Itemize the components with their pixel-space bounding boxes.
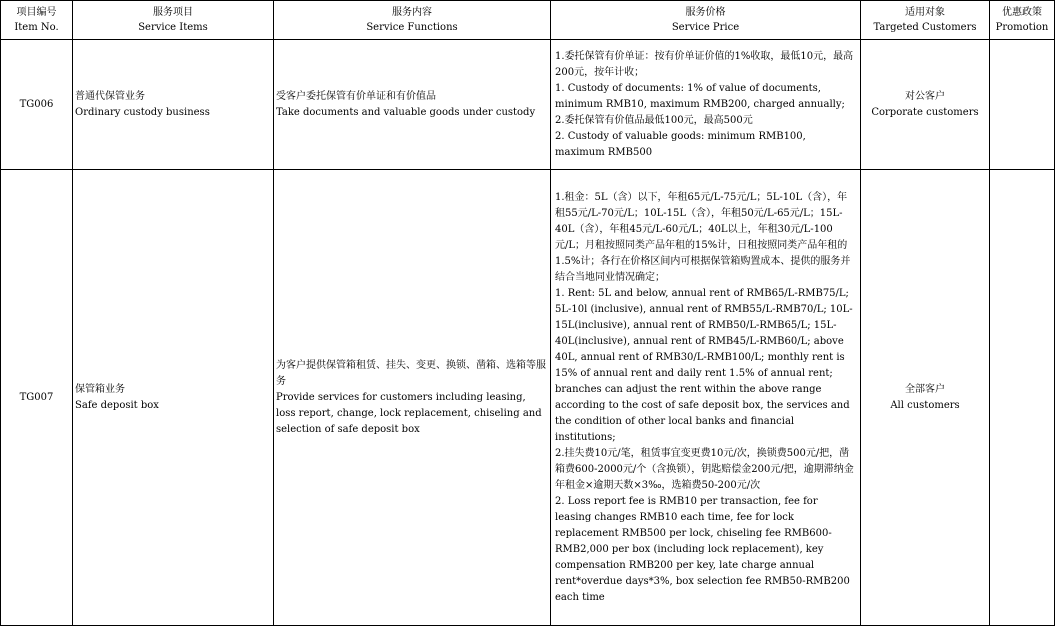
- service-functions-zh: 受客户委托保管有价单证和有价值品: [276, 90, 436, 102]
- header-targeted-customers-en: Targeted Customers: [873, 22, 977, 33]
- price-line: 1. Custody of documents: 1% of value of documents, minimum RMB10, maximum RMB200, charged annually;: [555, 82, 845, 110]
- targeted-customers-cell: [861, 170, 990, 626]
- header-service-functions-en: Service Functions: [366, 22, 458, 33]
- header-promotion-en: Promotion: [995, 22, 1049, 33]
- header-service-price-zh: 服务价格: [685, 7, 726, 18]
- service-item-en: Ordinary custody business: [75, 106, 210, 118]
- header-targeted-customers-zh: 适用对象: [905, 7, 945, 18]
- service-item-cell: [73, 40, 274, 170]
- targeted-customers-cell: [861, 40, 990, 170]
- price-line: 1.租金：5L（含）以下，年租65元/L-75元/L；5L-10L（含），年租55元/L-70元/L；10L-15L（含），年租50元/L-65元/L；15L-40L（含），年租45元/L-60元/L；40L以上，年租30元/L-100元/L；月租按照同类产品年租的15%计，日租按照同类产品年租的1.5%计；各行在价格区间内可根据保管箱购置成本、提供的服务并结合当地同业情况确定；: [555, 191, 851, 283]
- header-row: [1, 1, 1055, 40]
- header-targeted-customers: [861, 1, 990, 40]
- header-promotion: [990, 1, 1055, 40]
- service-item-zh: 普通代保管业务: [75, 90, 145, 102]
- targeted-customers-zh: 对公客户: [905, 90, 945, 102]
- price-line: 2.委托保管有价值品最低100元，最高500元: [555, 114, 753, 126]
- header-item-no-en: Item No.: [14, 22, 59, 33]
- targeted-customers-en: Corporate customers: [871, 106, 979, 118]
- table-row: [1, 40, 1055, 170]
- item-no-cell: TG007: [1, 170, 73, 626]
- price-line: 2.挂失费10元/笔，租赁事宜变更费10元/次，换锁费500元/把，凿箱费600-2000元/个（含换锁），钥匙赔偿金200元/把，逾期滞纳金年租金×逾期天数×3‰，选箱费50-200元/次: [555, 447, 854, 491]
- price-line: 2. Loss report fee is RMB10 per transaction, fee for leasing changes RMB10 each time, fee for lock replacement RMB500 per lock, chiseling fee RMB600-RMB2,000 per box (including lock replacement), key compensation RMB200 per key, late charge annual rent*overdue days*3%, box selection fee RMB50-RMB200 each time: [555, 495, 850, 603]
- service-functions-en: Provide services for customers including leasing, loss report, change, lock replacement, chiseling and selection of safe deposit box: [276, 391, 542, 435]
- header-item-no-zh: 项目编号: [16, 7, 57, 18]
- targeted-customers-en: All customers: [890, 399, 960, 411]
- header-service-items-zh: 服务项目: [153, 7, 193, 18]
- service-functions-cell: [274, 40, 551, 170]
- header-service-functions-zh: 服务内容: [392, 7, 432, 18]
- service-functions-zh: 为客户提供保管箱租赁、挂失、变更、换锁、凿箱、选箱等服务: [276, 359, 546, 387]
- header-service-price-en: Service Price: [671, 22, 740, 33]
- service-price-cell: [551, 170, 861, 626]
- service-item-en: Safe deposit box: [75, 399, 159, 411]
- header-promotion-zh: 优惠政策: [1002, 7, 1042, 18]
- price-line: 1. Rent: 5L and below, annual rent of RMB65/L-RMB75/L; 5L-10l (inclusive), annual rent of RMB55/L-RMB70/L; 10L-15L(inclusive), annual rent of RMB50/L-RMB65/L; 15L-40L(inclusive), annual rent of RMB45/L-RMB60/L; above 40L, annual rent of RMB30/L-RMB100/L; monthly rent is 15% of annual rent and daily rent 1.5% of annual rent; branches can adjust the rent within the above range according to the cost of safe deposit box, the services and the condition of other local banks and financial institutions;: [555, 287, 853, 443]
- table-row: [1, 170, 1055, 626]
- header-item-no: [1, 1, 73, 40]
- service-price-cell: [551, 40, 861, 170]
- header-service-price: [551, 1, 861, 40]
- service-item-zh: 保管箱业务: [75, 383, 125, 395]
- promotion-cell: [990, 40, 1055, 170]
- service-item-cell: [73, 170, 274, 626]
- header-service-items-en: Service Items: [138, 22, 208, 33]
- item-no-cell: TG006: [1, 40, 73, 170]
- price-line: 2. Custody of valuable goods: minimum RMB100, maximum RMB500: [555, 130, 806, 158]
- header-service-items: [73, 1, 274, 40]
- promotion-cell: [990, 170, 1055, 626]
- targeted-customers-zh: 全部客户: [905, 383, 945, 395]
- header-service-functions: [274, 1, 551, 40]
- service-functions-cell: [274, 170, 551, 626]
- service-functions-en: Take documents and valuable goods under custody: [276, 106, 536, 118]
- price-line: 1.委托保管有价单证：按有价单证价值的1%收取，最低10元，最高200元，按年计收；: [555, 50, 854, 78]
